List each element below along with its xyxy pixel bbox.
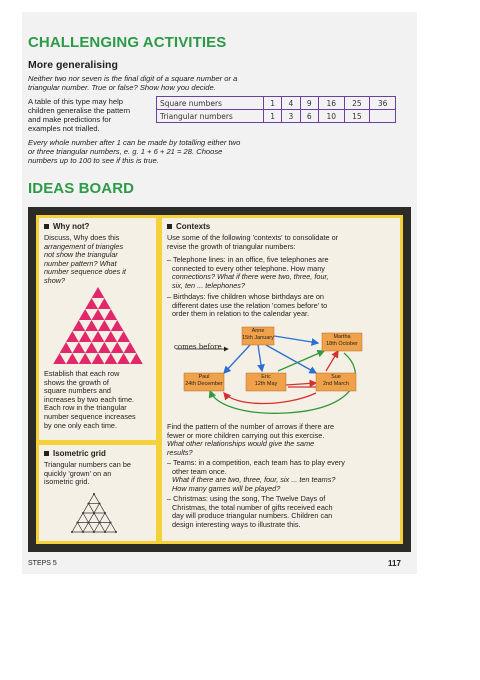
table-cell: 16 bbox=[318, 97, 344, 110]
pink-triangle bbox=[53, 353, 66, 364]
table-cell: 25 bbox=[344, 97, 370, 110]
birthday-line: – Birthdays: five children whose birthdays are on bbox=[167, 292, 324, 301]
pink-triangle bbox=[98, 298, 111, 309]
table-note-3: and make predictions for bbox=[28, 115, 112, 124]
table-row bbox=[157, 97, 396, 110]
pink-triangle-pattern-icon bbox=[53, 286, 143, 366]
board-inner bbox=[36, 215, 403, 544]
pink-triangle bbox=[111, 342, 124, 353]
pink-triangle bbox=[98, 320, 111, 331]
footer-label: STEPS 5 bbox=[28, 560, 57, 567]
table-note-2: children generalise the pattern bbox=[28, 106, 131, 115]
pink-triangle bbox=[72, 320, 85, 331]
table-cell bbox=[370, 110, 396, 123]
teams-line: – Teams: in a competition, each team has to play every bbox=[167, 458, 345, 467]
pink-triangle bbox=[66, 331, 79, 342]
why-not-line: arrangement of triangles bbox=[44, 241, 124, 251]
pink-triangle bbox=[60, 342, 73, 353]
contexts-intro: revise the growth of triangular numbers: bbox=[167, 241, 296, 251]
table-note-1: A table of this type may help bbox=[28, 97, 123, 106]
pink-triangle bbox=[117, 353, 130, 364]
pink-triangle bbox=[92, 309, 105, 320]
table-cell: 15 bbox=[344, 110, 370, 123]
why-not-panel bbox=[39, 218, 156, 440]
christmas-line: day will produce triangular numbers. Children can bbox=[172, 511, 333, 521]
table-cell: 9 bbox=[300, 97, 318, 110]
christmas-line: design interesting ways to illustrate this. bbox=[172, 519, 301, 529]
pink-triangle bbox=[104, 331, 117, 342]
number-table bbox=[156, 96, 396, 123]
isometric-line: quickly 'grown' on an bbox=[44, 468, 112, 478]
every-whole-line-3: numbers up to 100 to see if this is true. bbox=[28, 156, 159, 165]
table-row bbox=[157, 110, 396, 123]
intro-line-2: triangular number. True or false? Show how you decide. bbox=[28, 83, 216, 92]
every-whole-line-2: or three triangular numbers, e. g. 1 + 6 + 21 = 28. Choose bbox=[28, 147, 223, 156]
christmas-line: Christmas, the total number of gifts received each bbox=[172, 502, 333, 512]
contexts-title: Contexts bbox=[167, 222, 210, 231]
why-not-after: number sequence increases bbox=[44, 412, 136, 421]
pink-triangle bbox=[104, 353, 117, 364]
bullet-square-icon bbox=[44, 451, 49, 456]
pink-triangle bbox=[117, 331, 130, 342]
find-line: What other relationships would give the same bbox=[167, 439, 315, 449]
why-not-after: by one only each time. bbox=[44, 420, 118, 430]
contexts-panel bbox=[162, 218, 400, 541]
page-number: 117 bbox=[388, 559, 401, 568]
isometric-line: isometric grid. bbox=[44, 477, 90, 487]
table-cell: 6 bbox=[300, 110, 318, 123]
ideas-board-title: IDEAS BOARD bbox=[28, 180, 135, 197]
person-label: Martha 18th October bbox=[326, 334, 358, 347]
pink-triangle bbox=[104, 309, 117, 320]
teams-line: How many games will be played? bbox=[172, 483, 281, 493]
pink-triangle bbox=[72, 342, 85, 353]
pink-triangle bbox=[79, 353, 92, 364]
isometric-line: Triangular numbers can be bbox=[44, 460, 131, 469]
table-cell: 4 bbox=[282, 97, 300, 110]
pink-triangle bbox=[92, 287, 105, 298]
birthday-line: order them in relation to the calendar year. bbox=[172, 309, 310, 319]
table-cell: 1 bbox=[264, 97, 282, 110]
table-cell: 3 bbox=[282, 110, 300, 123]
phone-line: six, ten ... telephones? bbox=[172, 280, 246, 290]
comes-before-label: comes before bbox=[174, 343, 222, 351]
table-row-label: Triangular numbers bbox=[157, 110, 264, 123]
why-not-title: Why not? bbox=[44, 222, 89, 231]
find-line: results? bbox=[167, 447, 193, 457]
why-not-after: Each row in the triangular bbox=[44, 403, 127, 413]
bullet-square-icon bbox=[167, 224, 172, 229]
person-label: Sue 2nd March bbox=[323, 374, 349, 387]
why-not-after: Establish that each row bbox=[44, 369, 120, 378]
pink-triangle bbox=[79, 309, 92, 320]
teams-line: What if there are two, three, four, six ... ten teams? bbox=[172, 475, 336, 485]
contexts-intro: Use some of the following 'contexts' to consolidate or bbox=[167, 233, 339, 242]
why-not-after: shows the growth of bbox=[44, 377, 109, 387]
person-label: Paul 24th December bbox=[185, 374, 223, 387]
pink-triangle bbox=[66, 353, 79, 364]
phone-line: connections? What if there were two, three, four, bbox=[172, 272, 329, 282]
section-title: CHALLENGING ACTIVITIES bbox=[28, 34, 227, 51]
person-label: Anne 15th January bbox=[242, 328, 274, 341]
christmas-line: – Christmas: using the song, The Twelve Days of bbox=[167, 494, 326, 503]
ideas-board bbox=[28, 207, 411, 552]
pink-triangle bbox=[85, 320, 98, 331]
isometric-panel bbox=[39, 445, 156, 541]
table-note-4: examples not trialled. bbox=[28, 124, 100, 133]
pink-triangle bbox=[98, 342, 111, 353]
why-not-line: Discuss, Why does this bbox=[44, 233, 120, 242]
why-not-line: number pattern? What bbox=[44, 258, 117, 268]
every-whole-line-1: Every whole number after 1 can be made by totalling either two bbox=[28, 138, 241, 147]
pink-triangle bbox=[92, 331, 105, 342]
find-line: Find the pattern of the number of arrows if there are bbox=[167, 422, 335, 431]
birthday-line: different dates use the relation 'comes before' to bbox=[172, 300, 328, 310]
why-not-line: not show the triangular bbox=[44, 250, 118, 260]
pink-triangle bbox=[92, 353, 105, 364]
pink-triangle bbox=[85, 342, 98, 353]
why-not-line: number sequence does it bbox=[44, 267, 126, 277]
teams-line: other team once. bbox=[172, 466, 227, 476]
phone-line: connected to every other telephone. How many bbox=[172, 263, 325, 273]
pink-triangle bbox=[111, 320, 124, 331]
pink-triangle bbox=[79, 331, 92, 342]
table-cell: 10 bbox=[318, 110, 344, 123]
page bbox=[22, 12, 417, 574]
person-label: Eric 12th May bbox=[254, 374, 278, 387]
table-cell: 36 bbox=[370, 97, 396, 110]
why-not-line: show? bbox=[44, 276, 66, 285]
phone-line: – Telephone lines: in an office, five telephones are bbox=[167, 255, 329, 264]
pink-triangle bbox=[130, 353, 143, 364]
why-not-after: square numbers and bbox=[44, 386, 111, 396]
subheading: More generalising bbox=[28, 59, 118, 71]
pink-triangle bbox=[124, 342, 137, 353]
table-row-label: Square numbers bbox=[157, 97, 264, 110]
bullet-square-icon bbox=[44, 224, 49, 229]
isometric-title: Isometric grid bbox=[44, 449, 106, 458]
table-cell: 1 bbox=[264, 110, 282, 123]
find-line: fewer or more children carrying out this exercise. bbox=[167, 430, 325, 440]
isometric-triangle-grid-icon bbox=[69, 492, 119, 536]
why-not-after: increases by two each time. bbox=[44, 394, 135, 404]
pink-triangle bbox=[85, 298, 98, 309]
intro-line-1: Neither two nor seven is the final digit of a square number or a bbox=[28, 74, 238, 83]
